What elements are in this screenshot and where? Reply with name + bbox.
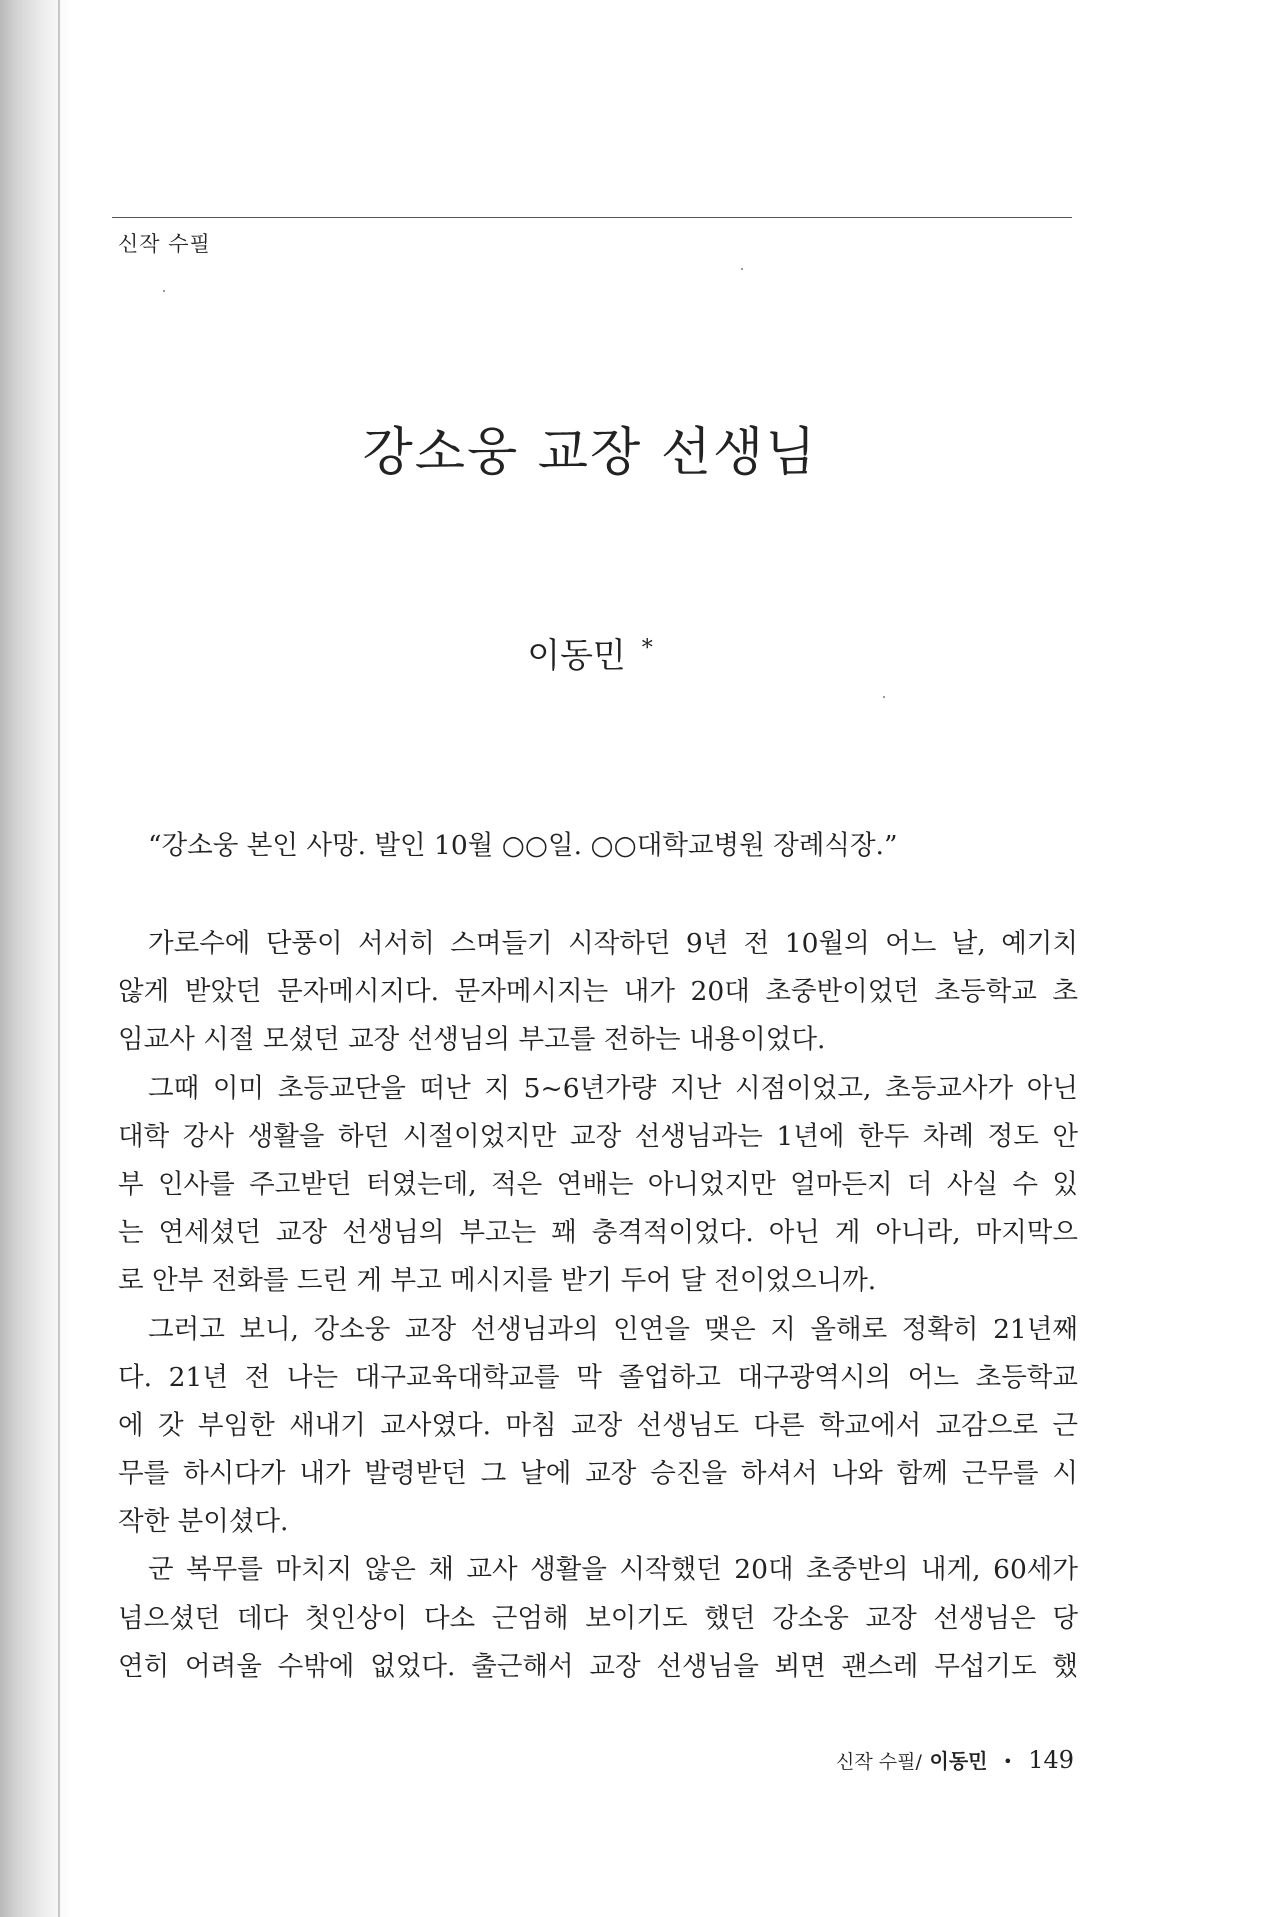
body-line: 넘으셨던 데다 첫인상이 다소 근엄해 보이기도 했던 강소웅 교장 선생님은 당	[118, 1602, 1078, 1634]
header-rule	[112, 217, 1072, 218]
body-line: 그때 이미 초등교단을 떠난 지 5~6년가량 지난 시점이었고, 초등교사가 아닌	[148, 1072, 1078, 1104]
page-footer	[836, 1745, 1074, 1774]
scan-speck	[883, 696, 885, 698]
body-line: 임교사 시절 모셨던 교장 선생님의 부고를 전하는 내용이었다.	[118, 1024, 826, 1056]
scan-speck	[163, 290, 165, 292]
body-line: 는 연세셨던 교장 선생님의 부고는 꽤 충격적이었다. 아닌 게 아니라, 마지막으	[118, 1217, 1078, 1249]
article-author	[0, 628, 1180, 677]
footer-bullet: •	[1003, 1752, 1013, 1771]
author-footnote-mark: *	[641, 635, 653, 661]
article-title: 강소웅 교장 선생님	[362, 423, 818, 483]
body-line: 작한 분이셨다.	[118, 1506, 289, 1538]
footer-section: 신작 수필/	[836, 1751, 922, 1773]
body-line: 대학 강사 생활을 하던 시절이었지만 교장 선생님과는 1년에 한두 차례 정도 안	[118, 1120, 1078, 1152]
body-line: 에 갓 부임한 새내기 교사였다. 마침 교장 선생님도 다른 학교에서 교감으로 근	[118, 1409, 1078, 1441]
body-line: 무를 하시다가 내가 발령받던 그 날에 교장 승진을 하셔서 나와 함께 근무를 시	[118, 1458, 1078, 1490]
section-label: 신작 수필	[118, 232, 211, 256]
opening-quote: “강소웅 본인 사망. 발인 10월 ○○일. ○○대학교병원 장례식장.”	[148, 830, 898, 861]
scan-speck	[741, 268, 743, 270]
body-line: 군 복무를 마치지 않은 채 교사 생활을 시작했던 20대 초중반의 내게, 60세가	[148, 1554, 1078, 1586]
body-line: 가로수에 단풍이 서서히 스며들기 시작하던 9년 전 10월의 어느 날, 예기치	[148, 928, 1078, 959]
body-line: 부 인사를 주고받던 터였는데, 적은 연배는 아니었지만 얼마든지 더 사실 수 있	[118, 1168, 1078, 1200]
body-line: 않게 받았던 문자메시지다. 문자메시지는 내가 20대 초중반이었던 초등학교 초	[118, 976, 1078, 1008]
author-name: 이동민	[527, 636, 626, 676]
body-line: 연히 어려울 수밖에 없었다. 출근해서 교장 선생님을 뵈면 괜스레 무섭기도 했	[118, 1650, 1078, 1682]
body-line: 그러고 보니, 강소웅 교장 선생님과의 인연을 맺은 지 올해로 정확히 21년째	[148, 1313, 1078, 1345]
body-line: 다. 21년 전 나는 대구교육대학교를 막 졸업하고 대구광역시의 어느 초등학교	[118, 1361, 1078, 1393]
body-line: 로 안부 전화를 드린 게 부고 메시지를 받기 두어 달 전이었으니까.	[118, 1265, 877, 1297]
footer-author: 이동민	[929, 1749, 988, 1773]
page-number: 149	[1028, 1746, 1074, 1774]
article-body	[118, 920, 1078, 1691]
